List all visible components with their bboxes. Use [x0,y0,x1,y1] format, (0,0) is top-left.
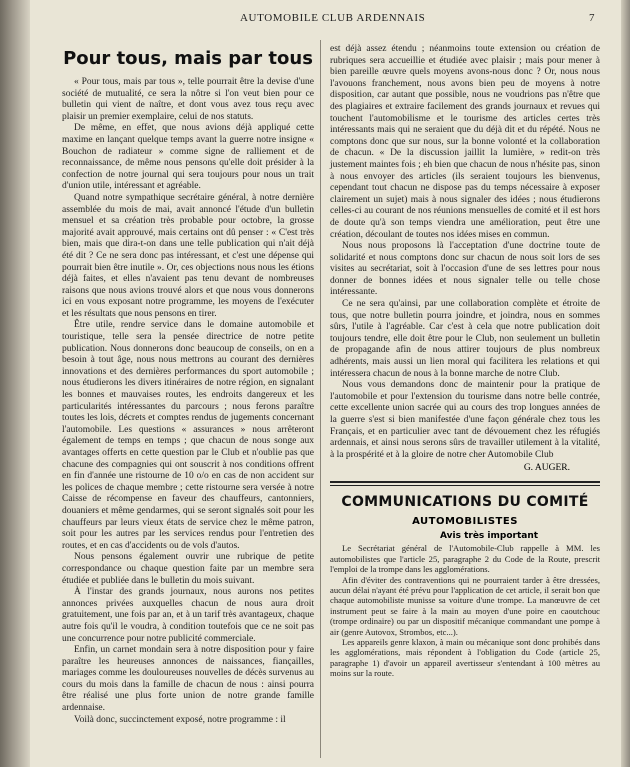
paragraph: « Pour tous, mais par tous », telle pourrait être la devise d'une société de mutualité, ce sera la nôtre si l'on veut bien pour ce bulletin qui vient de naître, et dont vous avez tous reçu avec plaisir un premier exemplaire, celui de nos statuts. [62,77,314,122]
author-signature: G. AUGER. [523,463,570,474]
paragraph: Nous pensons également ouvrir une rubrique de petite correspondance ou chaque question faite par un membre sera étudiée et publiée dans le bulletin du mois suivant. [62,552,314,586]
right-column [330,44,600,679]
binding-gutter [0,0,30,767]
paragraph: est déjà assez étendu ; néanmoins toute extension ou création de rubriques sera accueillie et étudiée avec plaisir ; mais pour mener à bien pareille œuvre quels moyens avons-nous donc ? Or, nous nous l'avouons franchement, nous avons bien peu de moyens à notre disposition, car autant que possible, nous ne voudrions pas n'être que des plagiaires et extraire facilement des grands journaux et revues qui touchent l'automobilisme et le tourisme des articles certes très intéressants mais qui ne seraient que du déjà dit et du répété. Nous ne comptons donc que sur nous, sur la bonne volonté et la collaboration de chacun. « De la discussion jaillit la lumière, » redit-on très justement maintes fois ; eh bien que chacun de nous n'hésite pas, sinon à nous envoyer des articles (ils seraient toujours les bienvenus, cependant tout chacun ne dispose pas du temps nécessaire à exposer clairement un sujet) mais à nous signaler des idées ; nous étudierons celles-ci au courant de nos réunions mensuelles de comité et il est hors de doute qu'à son temps viendra une amélioration, peut être une création, découlant de toutes nos idées mises en commun. [330,44,600,240]
paragraph: Enfin, un carnet mondain sera à notre disposition pour y faire paraître les heureuses annonces de naissances, fiançailles, mariages comme les douloureuses nouvelles de décès survenus au cours du mois dans la famille de chacun de nous : ainsi pourra être réalisé une plus forte union de notre grande famille ardennaise. [62,645,314,714]
article-body-right [330,44,600,461]
section-subtitle: AUTOMOBILISTES [412,516,518,528]
paragraph: Être utile, rendre service dans le domaine automobile et touristique, telle sera la pensée directrice de notre petite publication. Nous donnerons donc beaucoup de conseils, on en a besoin à tout âge, nous nous mettrons au courant des dernières innovations et des dernières performances du sport automobile ; nous étudierons les divers itinéraires de notre région, en signalant les bonnes et mauvaises routes, les endroits dangereux et les particularités intéressantes du parcours ; nous ferons paraître toutes les lois, décrets et comptes rendus de jugements concernant l'automobile. Les questions « assurances » nous arrêteront également de temps en temps ; que chacun de nous songe aux avantages offerts en cette question par le Club et n'oublie pas que chacune des compagnies qui ont souscrit à nos conditions offrent en fin d'année une ristourne de 10 o/o en cas de non accident sur les polices de chaque membre ; cette ristourne sera versée à notre Caisse de récompense en faveur des chauffeurs, cantonniers, douaniers et même gendarmes, qui se seront signalés soit pour les chauffeurs par leurs vieux états de service chez le même patron, soit pour les autres par les services rendus pour l'entretien des routes, et en cas d'accidents ou de vols d'autos. [62,320,314,551]
section-rule-thin [330,485,600,486]
paragraph: Ce ne sera qu'ainsi, par une collaboration complète et étroite de tous, que notre bulletin pourra joindre, et joindra, nous en sommes sûrs, l'utile à l'agréable. Car c'est à cela que notre publication doit toujours tendre, elle doit être pour le Club, non seulement un bulletin de propagande afin de nous attirer toujours de plus nombreux adhérents, mais aussi un lien moral qui facilitera les relations et qui intéressera chacun de nous à la bonne marche de notre Club. [330,299,600,379]
paragraph: Nous nous proposons là l'acceptation d'une doctrine toute de solidarité et nous comptons donc sur chacun de nous soit lors de ses visites au secrétariat, soit à l'occasion d'une de ses lettres pour nous donner de bonnes idées et nous signaler telle ou telle chose intéressante. [330,241,600,298]
paragraph: Les appareils genre klaxon, à main ou mécanique sont donc prohibés dans les agglomérations, mais répondent à l'obligation du Code (article 25, paragraphe 1) d'avoir un appareil avertisseur s'entendant à 100 mètres au moins sur la route. [330,637,600,679]
article-body-left [62,77,314,726]
notice-body [330,543,600,678]
page-number: 7 [589,12,595,24]
paragraph: Nous vous demandons donc de maintenir pour la pratique de l'automobile et pour l'extension du tourisme dans notre belle contrée, cette excellente union sacrée qui au cours des trop longues années de la guerre s'est si bien manifestée d'une façon générale chez tous les Français, et en particulier avec tant de dévouement chez les réfugiés ardennais, et ainsi nous serons sûrs de travailler utilement à la vitalité, à la prospérité et à la gloire de notre cher Automobile Club [330,380,600,460]
paragraph: Le Secrétariat général de l'Automobile-Club rappelle à MM. les automobilistes que l'article 25, paragraphe 2 du Code de la Route, prescrit l'emploi de la trompe dans les agglomérations. [330,543,600,575]
paragraph: À l'instar des grands journaux, nous aurons nos petites annonces privées auxquelles chacun de nous aura droit gratuitement, une fois par an, et à un tarif très avantageux, chaque autre fois qu'il le voudra, à condition toutefois que ce ne soit pas une concurrence pour notre publicité commerciale. [62,587,314,644]
section-rule [330,481,600,483]
paragraph: Afin d'éviter des contraventions qui ne pourraient tarder à être dressées, aucun délai n'ayant été prévu pour l'application de cet article, il serait bon que chaque automobiliste munisse sa voiture d'une trompe. La manœuvre de cet instrument peut se faire à la main au moyen d'une poire en caoutchouc (trompe ordinaire) ou par un dispositif mécanique commandant une pompe à air (genre Autovox, Strombos, etc...). [330,574,600,637]
column-divider [320,40,321,758]
paragraph: Quand notre sympathique secrétaire général, à notre dernière assemblée du mois de mai, avait annoncé l'étude d'un bulletin mensuel et sa création très probable pour octobre, la grosse majorité avait approuvé, mais certains ont dû penser : « C'est très bien, mais que dira-t-on dans une telle publication qui n'ait déjà été dit ? Ce ne sera donc pas intéressant, et c'est une dépense qui pourrait bien être inutile ». Or, ces objections nous nous les étions déjà faites, et elles n'avaient pas tenu devant de nombreuses raisons que nous avions trouvé alors et que nous vous donnerons ici en vous exposant notre programme, les moyens de l'exécuter et les résultats que nous pensons en tirer. [62,192,314,319]
running-title: AUTOMOBILE CLUB ARDENNAIS [240,12,426,24]
left-column [62,44,314,726]
notice-label: Avis très important [440,531,539,542]
page-edge [621,0,630,767]
article-title: Pour tous, mais par tous [63,48,313,69]
section-title: COMMUNICATIONS DU COMITÉ [341,494,589,511]
paragraph: Voilà donc, succinctement exposé, notre programme : il [74,714,286,725]
paragraph: De même, en effet, que nous avions déjà appliqué cette maxime en lançant quelque temps avant la guerre notre insigne « Bouchon de radiateur » comme signe de ralliement et de reconnaissance, de même nous pensons qu'elle doit présider à la confection de notre journal qui sera toujours pour nous un trait d'union utile, intéressant et agréable. [62,123,314,192]
